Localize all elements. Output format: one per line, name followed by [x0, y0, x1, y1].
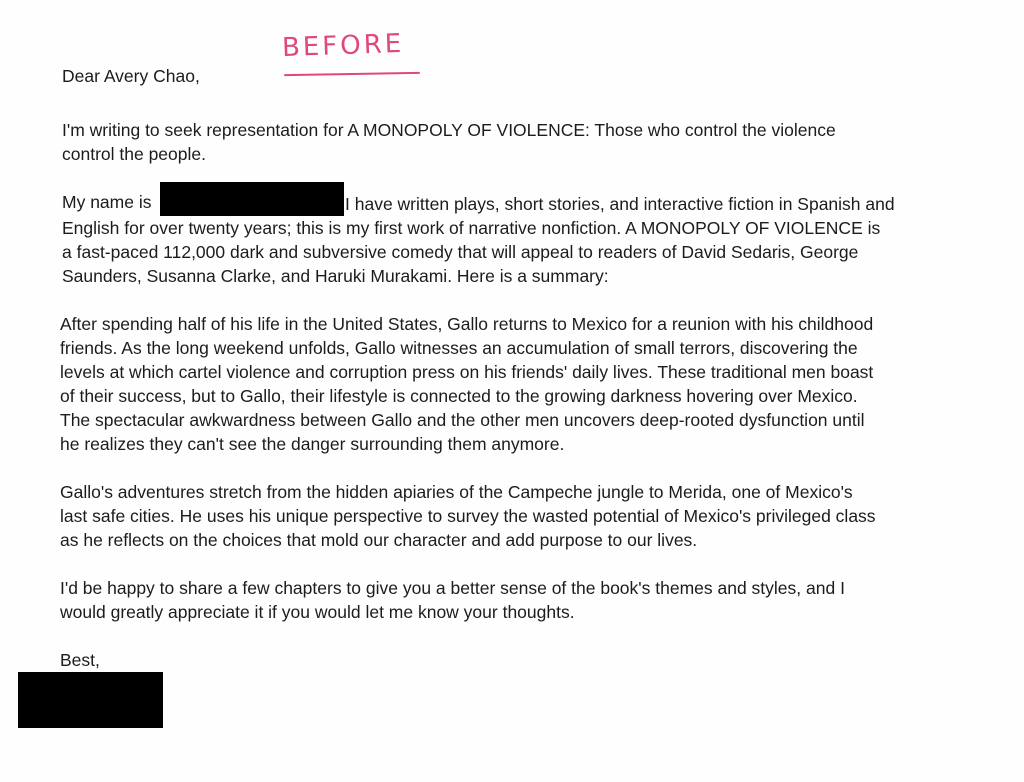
p3-line-1: After spending half of his life in the United States, Gallo returns to Mexico for a reunion with his childhood — [60, 314, 874, 334]
p5-line-1: I'd be happy to share a few chapters to give you a better sense of the book's themes and styles, and I — [60, 578, 845, 598]
handwritten-annotation: BEFORE — [281, 28, 405, 64]
salutation: Dear Avery Chao, — [62, 66, 200, 86]
p4-line-2: last safe cities. He uses his unique perspective to survey the wasted potential of Mexico's privileged class — [60, 506, 876, 526]
p4-line-3: as he reflects on the choices that mold our character and add purpose to our lives. — [60, 530, 698, 550]
p2-line-3: a fast-paced 112,000 dark and subversive comedy that will appeal to readers of David Sedaris, George — [62, 242, 859, 262]
p3-line-2: friends. As the long weekend unfolds, Gallo witnesses an accumulation of small terrors, discovering the — [60, 338, 858, 358]
p2-name-prefix: My name is — [62, 192, 152, 212]
p3-line-3: levels at which cartel violence and corruption press on his friends' daily lives. These traditional men boast — [60, 362, 874, 382]
closing: Best, — [60, 650, 100, 670]
p4-line-1: Gallo's adventures stretch from the hidden apiaries of the Campeche jungle to Merida, one of Mexico's — [60, 482, 853, 502]
redacted-name — [160, 182, 344, 216]
p2-line-4: Saunders, Susanna Clarke, and Haruki Murakami. Here is a summary: — [62, 266, 609, 286]
p3-line-5: The spectacular awkwardness between Gallo and the other men uncovers deep-rooted dysfunction until — [60, 410, 865, 430]
p3-line-6: he realizes they can't see the danger surrounding them anymore. — [60, 434, 565, 454]
p2-line-2: English for over twenty years; this is my first work of narrative nonfiction. A MONOPOLY OF VIOLENCE is — [62, 218, 881, 238]
p1-line-1: I'm writing to seek representation for A MONOPOLY OF VIOLENCE: Those who control the violence — [62, 120, 836, 140]
redacted-signature — [18, 672, 163, 728]
p3-line-4: of their success, but to Gallo, their lifestyle is connected to the growing darkness hovering over Mexico. — [60, 386, 858, 406]
p2-line-1-suffix: I have written plays, short stories, and interactive fiction in Spanish and — [345, 194, 895, 214]
p5-line-2: would greatly appreciate it if you would let me know your thoughts. — [60, 602, 575, 622]
annotation-underline — [284, 72, 420, 76]
p1-line-2: control the people. — [62, 144, 206, 164]
